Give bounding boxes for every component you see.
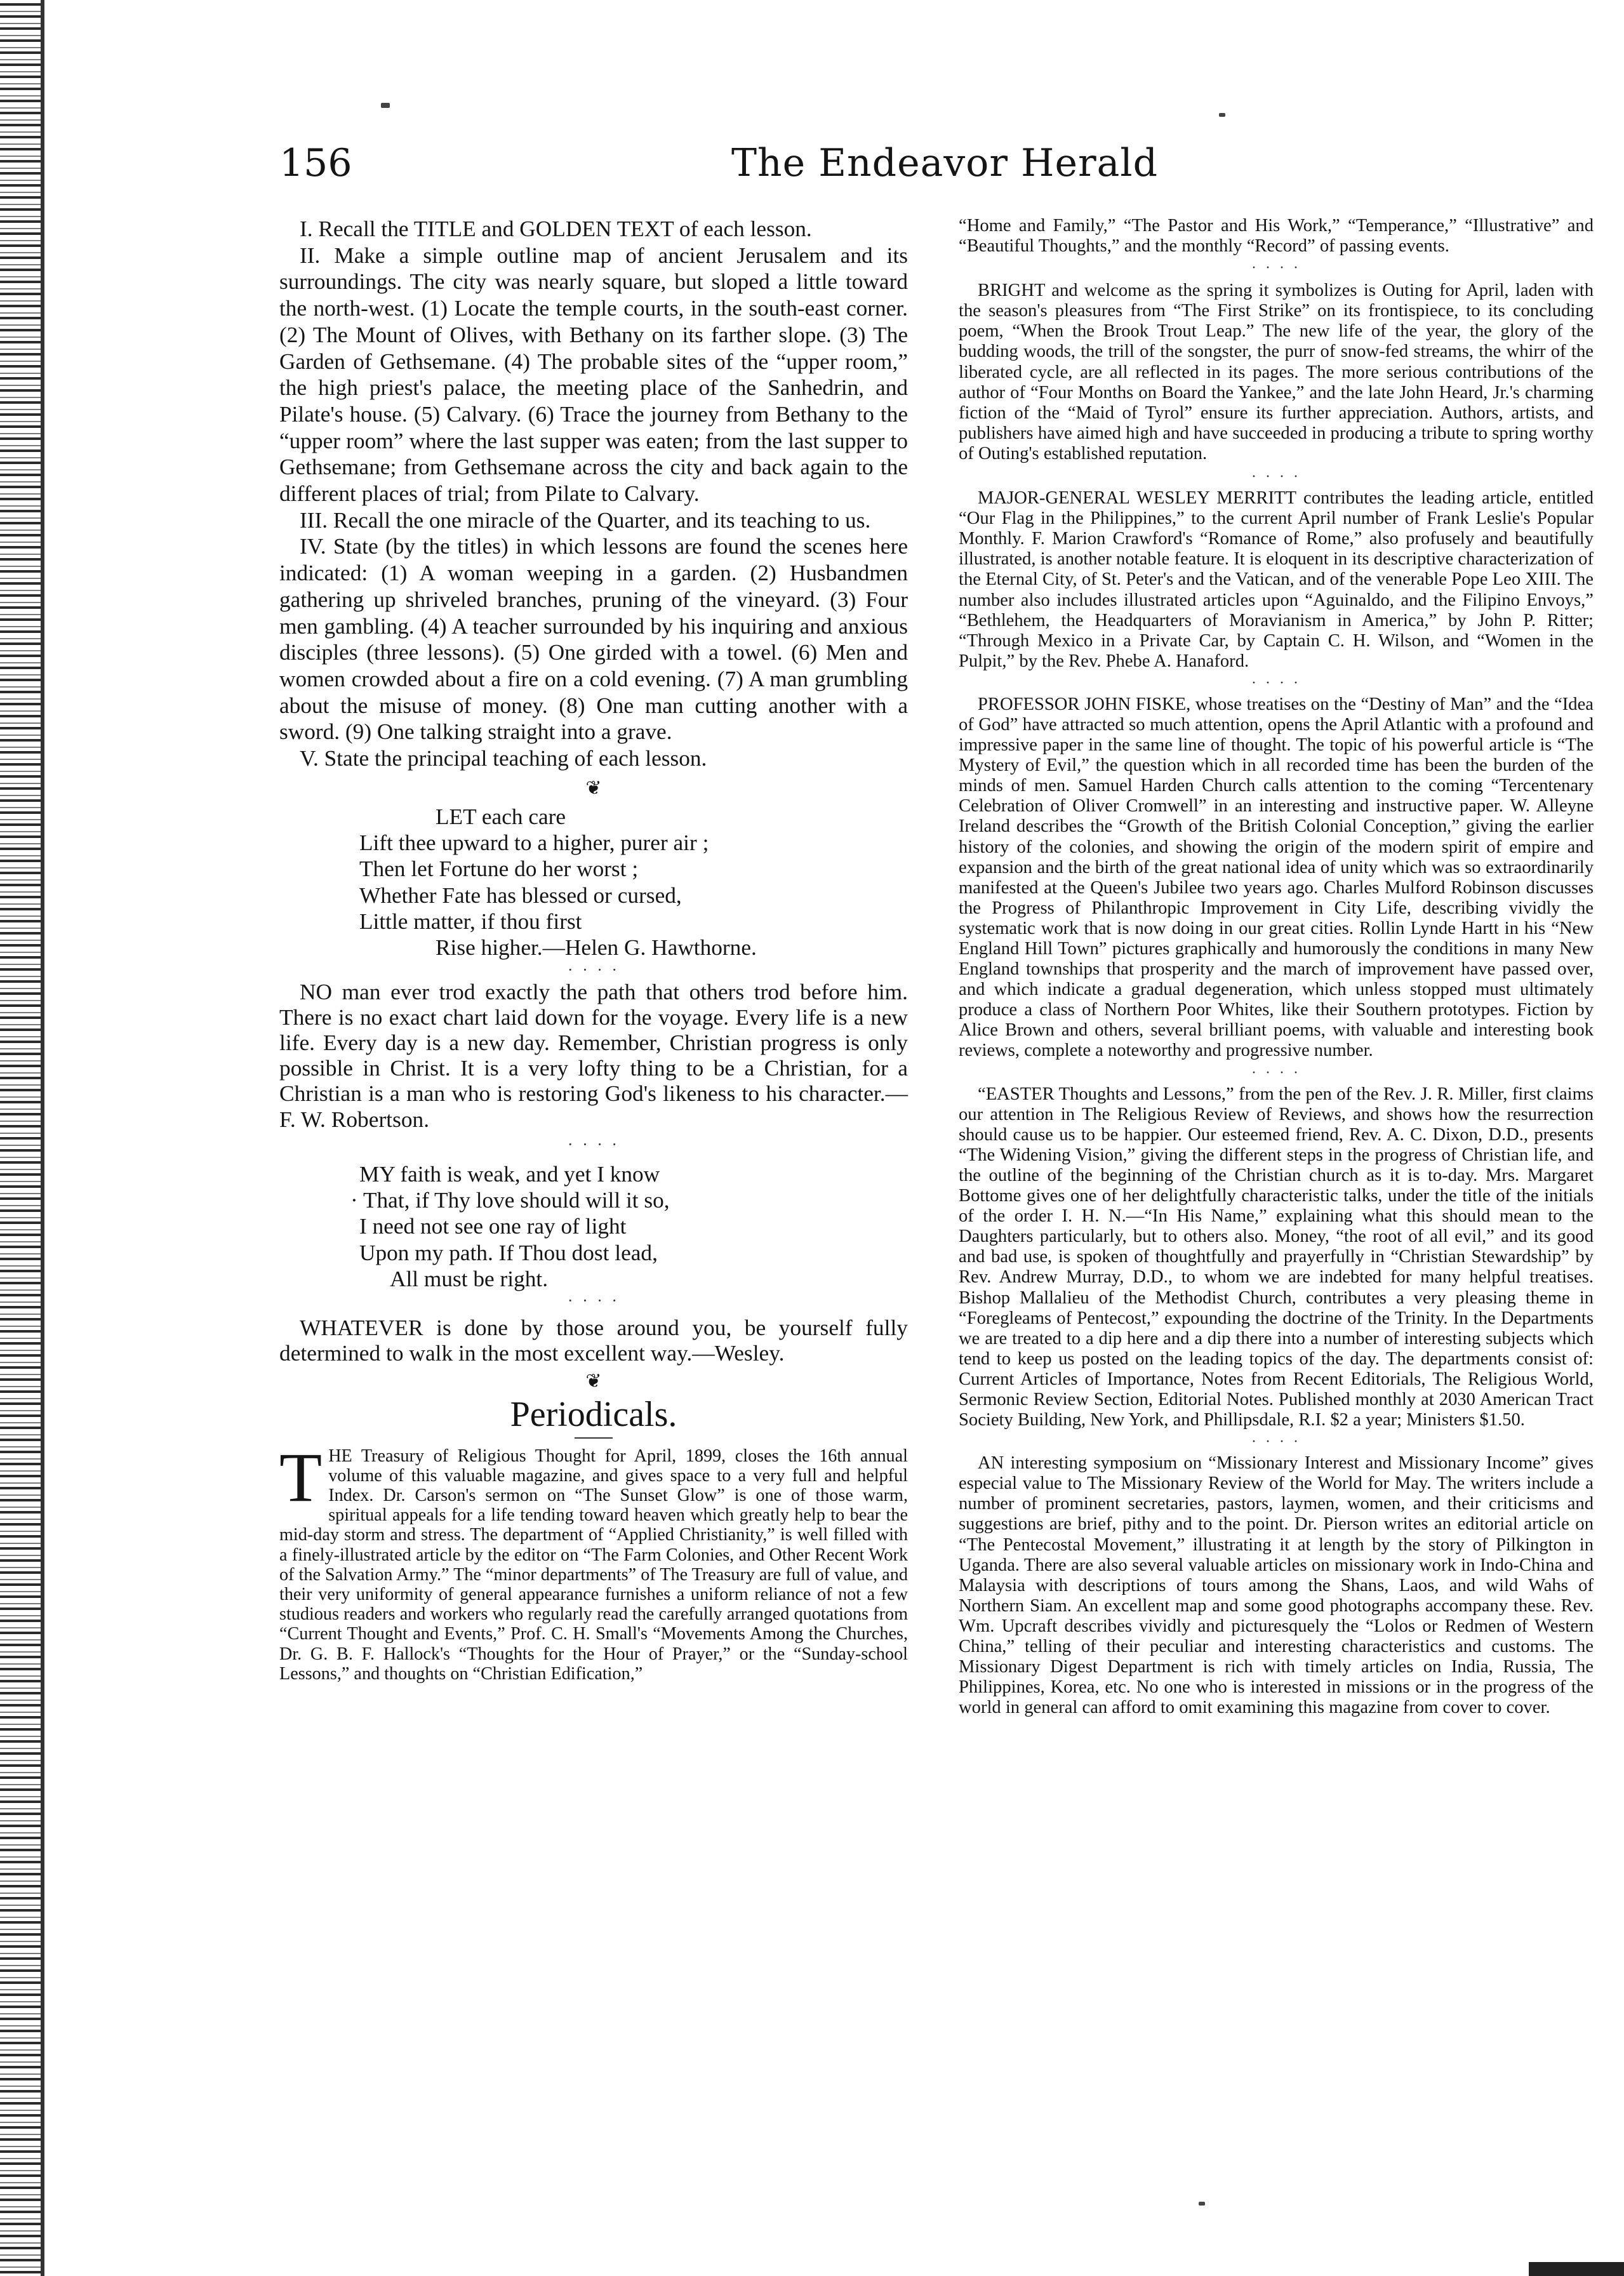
poem-hawthorne (279, 804, 908, 961)
poem-line: I need not see one ray of light (359, 1214, 627, 1239)
poem-line: All must be right. (390, 1266, 549, 1291)
poem-line: Upon my path. If Thou dost lead, (359, 1240, 658, 1265)
question-4: IV. State (by the titles) in which lessons are found the scenes here indicated: (1) A woman weeping in a garden. (2) Husbandmen gathering up shriveled branches, pruning of the vineyard. (3) Four men gambling. (4) A teacher surrounded by his inquiring and anxious disciples (three lessons). (5) One girded with a towel. (6) Men and women crowded about a fire on a cold evening. (7) A man grumbling about the misuse of money. (8) One man cutting another with a sword. (9) One talking straight into a grave. (279, 534, 908, 745)
treasury-review (279, 1438, 908, 1684)
print-speck (1219, 113, 1225, 117)
treasury-continuation: “Home and Family,” “The Pastor and His Work,” “Temperance,” “Illustrative” and “Beautiful Thoughts,” and the monthly “Record” of passing events. (959, 216, 1594, 256)
leslie-review: MAJOR-GENERAL WESLEY MERRITT contributes the leading article, entitled “Our Flag in the Philippines,” to the current April number of Frank Leslie's Popular Monthly. F. Marion Crawford's “Romance of Rome,” also profusely and beautifully illustrated, is another notable feature. It is eloquent in its descriptive characterization of the Eternal City, of St. Peter's and the Vatican, and of the venerable Pope Leo XIII. The number also includes illustrated articles upon “Aguinaldo, and the Filipino Envoys,” “Bethlehem, the Headquarters of Moravianism in America,” by John P. Ritter; “Through Mexico in a Private Car, by Captain C. H. Wilson, and “Women in the Pulpit,” by the Rev. Phebe A. Hanaford. (959, 488, 1594, 671)
quote-text: WHATEVER is done by those around you, be yourself fully determined to walk in the most excellent way.—Wesley. (279, 1315, 908, 1366)
poem-line: MY faith is weak, and yet I know (359, 1161, 660, 1187)
page-binding-edge (0, 0, 44, 2276)
section-separator: · · · · (1251, 1434, 1301, 1451)
section-separator: · · · · (567, 960, 620, 979)
quote-text: NO man ever trod exactly the path that others trod before him. There is no exact chart laid down for the voyage. Every life is a new life. Every day is a new day. Remember, Christian progress is only possible in Christ. It is a very lofty thing to be a Christian, for a Christian is a man who is restoring God's likeness to his character.—F. W. Robertson. (279, 978, 908, 1132)
section-separator: · · · · (1251, 674, 1301, 691)
poem-line: Then let Fortune do her worst ; (359, 856, 639, 882)
question-1: I. Recall the TITLE and GOLDEN TEXT of each lesson. (300, 216, 812, 241)
page-corner-mark (1529, 2262, 1624, 2276)
drop-cap: T (279, 1438, 323, 1516)
review-questions (279, 216, 908, 772)
poem-line: LET each care (436, 804, 566, 829)
poem-line: · That, if Thy love should will it so, (350, 1188, 670, 1213)
page-title: The Endeavor Herald (731, 141, 1159, 185)
outing-review: BRIGHT and welcome as the spring it symbolizes is Outing for April, laden with the season's pleasures from “The First Strike” on its frontispiece, to its concluding poem, “When the Brook Trout Leap.” The new life of the year, the glory of the budding woods, the trill of the songster, the purr of snow-fed streams, the whirr of the liberated cycle, are all reflected in its pages. The more serious contributions of the author of “Four Months on Board the Yankee,” and the late John Heard, Jr.'s charming fiction of the “Maid of Tyrol” ensure its further appreciation. Authors, artists, and publishers have aimed high and have succeeded in producing a tribute to spring worthy of Outing's established reputation. (959, 281, 1594, 463)
section-separator: · · · · (567, 1291, 620, 1310)
section-heading-periodicals: Periodicals. (510, 1394, 677, 1434)
section-separator: · · · · (567, 1135, 620, 1154)
poem-faith (279, 1161, 908, 1292)
periodical-reviews (959, 216, 1594, 1718)
poem-line: Whether Fate has blessed or cursed, (359, 882, 682, 908)
ornament-icon: ❦ (585, 777, 602, 799)
ornament-icon: ❦ (585, 1370, 602, 1392)
poem-line: Little matter, if thou first (359, 908, 582, 934)
section-separator: · · · · (1251, 469, 1301, 486)
robertson-quote (279, 979, 908, 1132)
treasury-text: HE Treasury of Religious Thought for April, 1899, closes the 16th annual volume of this valuable magazine, and gives space to a very full and helpful Index. Dr. Carson's sermon on “The Sunset Glow” is one of those warm, spiritual appeals for a life tending toward heaven which greatly help to bear the mid-day storm and stress. The department of “Applied Christianity,” is well filled with a finely-illustrated article by the editor on “The Farm Colonies, and Other Recent Work of the Salvation Army.” The “minor departments” of The Treasury are full of value, and their very uniformity of general appearance furnishes a uniform reliance of not a few studious readers and workers who regularly read the carefully arranged quotations from “Current Thought and Events,” Prof. C. H. Small's “Movements Among the Churches, Dr. G. B. F. Hallock's “Thoughts for the Hour of Prayer,” or the “Sunday-school Lessons,” and thoughts on “Christian Edification,” (279, 1446, 908, 1684)
print-speck (381, 103, 390, 108)
heading-rule (575, 1437, 613, 1439)
religious-review: “EASTER Thoughts and Lessons,” from the pen of the Rev. J. R. Miller, first claims our attention in The Religious Review of Reviews, and shows how the resurrection should cause us to be happier. Our esteemed friend, Rev. A. C. Dixon, D.D., presents “The Widening Vision,” giving the different steps in the progress of Christian life, and the outline of the beginning of the Christian church as it is to-day. Mrs. Margaret Bottome gives one of her delightfully characteristic talks, under the title of the initials of the order I. H. N.—“In His Name,” explaining what this should mean to the Daughters particularly, but to others also. Money, “the root of all evil,” and its good and bad use, is spoken of thoughtfully and prayerfully in “Christian Stewardship” by Rev. Andrew Murray, D.D., to whom we are indebted for many helpful treatises. Bishop Mallalieu of the Methodist Church, contributes a very pleasing theme in “Foregleams of Pentecost,” expounding the doctrine of the Trinity. In the Departments we are treated to a dip here and a dip there into a number of interesting subjects which tend to keep us posted on the leading topics of the day. The departments consist of: Current Articles of Importance, Notes from Recent Editorials, The Religious World, Sermonic Review Section, Editorial Notes. Published monthly at 2030 American Tract Society Building, New York, and Phillipsdale, R.I. $2 a year; Ministers $1.50. (959, 1084, 1594, 1430)
missionary-review: AN interesting symposium on “Missionary Interest and Missionary Income” gives especial value to The Missionary Review of the World for May. The writers include a number of prominent secretaries, pastors, laymen, women, and their criticisms and suggestions are brief, pithy and to the point. Dr. Pierson writes an editorial article on “The Pentecostal Movement,” illustrating it at length by the story of Pilkington in Uganda. There are also several valuable articles on missionary work in Indo-China and Malaysia with descriptions of tours among the Shans, Laos, and wild Wahs of Northern Siam. An excellent map and some good photographs accompany these. Rev. Wm. Upcraft describes vividly and picturesquely the “Lolos or Redmen of Western China,” telling of their peculiar and interesting characteristics and customs. The Missionary Digest Department is rich with timely articles on India, Russia, The Philippines, Korea, etc. No one who is interested in missions or in the progress of the world in general can afford to omit examining this magazine from cover to cover. (959, 1453, 1594, 1718)
poem-line: Rise higher.—Helen G. Hawthorne. (436, 935, 757, 961)
section-separator: · · · · (1251, 260, 1301, 277)
question-5: V. State the principal teaching of each lesson. (300, 746, 707, 771)
wesley-quote (279, 1315, 908, 1366)
page-header (279, 141, 1574, 198)
question-3: III. Recall the one miracle of the Quarter, and its teaching to us. (300, 507, 871, 533)
left-column (279, 216, 908, 1684)
question-2: II. Make a simple outline map of ancient Jerusalem and its surroundings. The city was nearly square, but sloped a little toward the north-west. (1) Locate the temple courts, in the south-east corner. (2) The Mount of Olives, with Bethany on its farther slope. (3) The Garden of Gethsemane. (4) The probable sites of the “upper room,” the high priest's palace, the meeting place of the Sanhedrin, and Pilate's house. (5) Calvary. (6) Trace the journey from Bethany to the “upper room” where the last supper was eaten; from the last supper to Gethsemane; from Gethsemane across the city and back again to the different places of trial; from Pilate to Calvary. (279, 243, 908, 507)
section-separator: · · · · (1251, 1064, 1301, 1081)
right-column (959, 216, 1594, 1718)
atlantic-review: PROFESSOR JOHN FISKE, whose treatises on the “Destiny of Man” and the “Idea of God” have attracted so much attention, opens the April Atlantic with a profound and impressive paper in the same line of thought. The topic of his powerful article is “The Mystery of Evil,” the question which in all recorded time has been the burden of the minds of men. Samuel Harden Church calls attention to the coming “Tercentenary Celebration of Oliver Cromwell” in an interesting and instructive paper. W. Alleyne Ireland describes the “Growth of the British Colonial Conception,” giving the earlier history of the colonies, and showing the origin of the modern spirit of empire and expansion and the birth of the great national idea of unity which was so extraordinarily manifested at the Queen's Jubilee two years ago. Charles Mulford Robinson discusses the Progress of Philanthropic Improvement in City Life, describing vividly the systematic work that is now doing in our great cities. Rollin Lynde Hartt in his “New England Hill Town” pictures graphically and humorously the conditions in many New England townships that prosperity and the march of improvement have passed over, and which indicate a gradual degeneration, which unless stopped must ultimately produce a class of Northern Poor Whites, like their Southern prototypes. Fiction by Alice Brown and others, several brilliant poems, with valuable and interesting book reviews, complete a noteworthy and progressive number. (959, 694, 1594, 1061)
page-number: 156 (279, 141, 352, 185)
print-speck (1199, 2202, 1205, 2206)
poem-line: Lift thee upward to a higher, purer air ; (359, 830, 709, 856)
